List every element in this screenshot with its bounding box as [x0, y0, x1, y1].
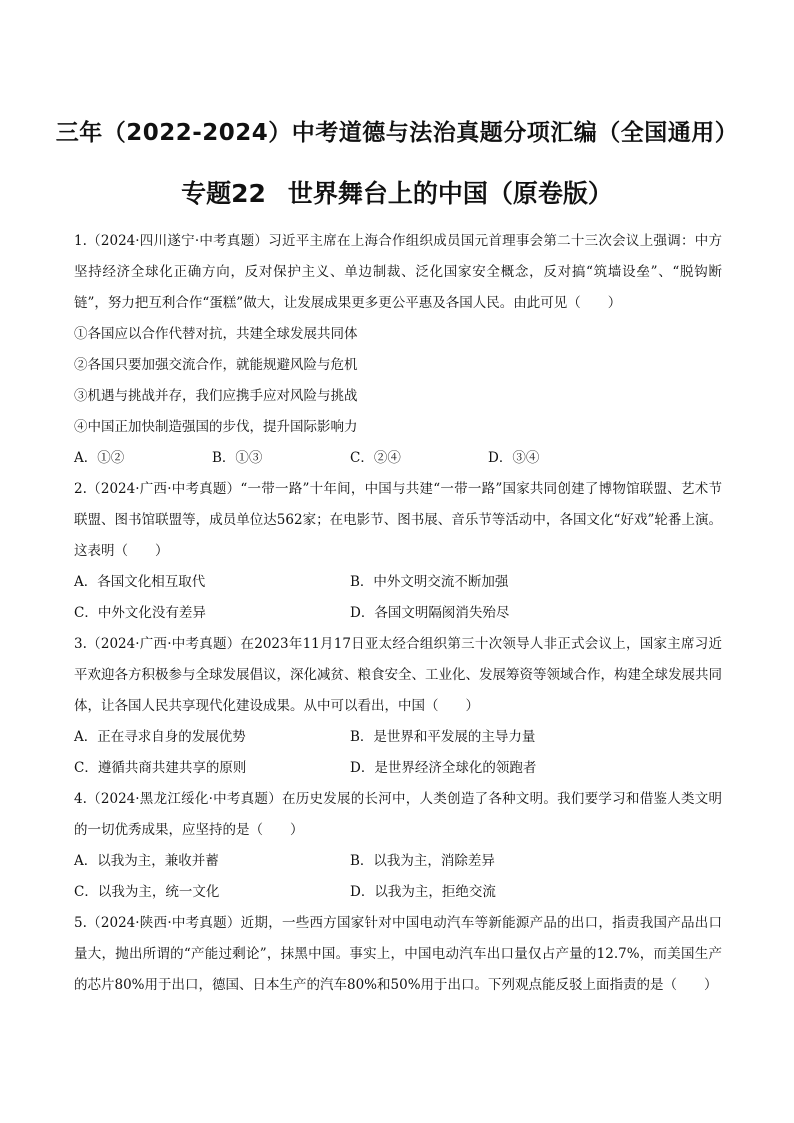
question-3-option-c: C．遵循共商共建共享的原则	[74, 760, 247, 776]
question-2-options-row-2	[74, 598, 722, 629]
question-3-option-a: A．正在寻求自身的发展优势	[74, 729, 246, 745]
question-3-stem: 3.（2024·广西·中考真题）在2023年11月17日亚太经合组织第三十次领导人非正式会议上，国家主席习近平欢迎各方积极参与全球发展倡议，深化减贫、粮食安全、工业化、发展筹资等领域合作，构建全球发展共同体，让各国人民共享现代化建设成果。从中可以看出，中国（ ）	[74, 636, 722, 714]
document-subtitle	[0, 174, 794, 210]
subtitle-prefix: 专题22	[181, 179, 266, 208]
question-1-option-b: B．①③	[212, 450, 263, 466]
question-1-option-c: C．②④	[350, 450, 401, 466]
question-3-options-row-1	[74, 722, 722, 753]
question-1-option-a: A．①②	[74, 450, 125, 466]
question-1-statement-2: ②各国只要加强交流合作，就能规避风险与危机	[74, 357, 358, 373]
question-3-options-row-2	[74, 753, 722, 784]
question-1-options	[74, 443, 722, 474]
question-2-option-a: A．各国文化相互取代	[74, 574, 206, 590]
question-4-option-d: D．以我为主，拒绝交流	[350, 884, 496, 900]
question-2-option-d: D．各国文明隔阂消失殆尽	[350, 605, 510, 621]
question-3-option-b: B．是世界和平发展的主导力量	[350, 729, 536, 745]
question-2-stem: 2.（2024·广西·中考真题）“一带一路”十年间，中国与共建“一带一路”国家共同创建了博物馆联盟、艺术节联盟、图书馆联盟等，成员单位达562家；在电影节、图书展、音乐节等活动中，各国文化“好戏”轮番上演。这表明（ ）	[74, 481, 722, 559]
question-1-stem: 1.（2024·四川遂宁·中考真题）习近平主席在上海合作组织成员国元首理事会第二十三次会议上强调：中方坚持经济全球化正确方向，反对保护主义、单边制裁、泛化国家安全概念，反对搞“筑墙设垒”、“脱钩断链”，努力把互利合作“蛋糕”做大，让发展成果更多更公平惠及各国人民。由此可见（ ）	[74, 233, 722, 311]
document-title: 三年（2022-2024）中考道德与法治真题分项汇编（全国通用）	[55, 120, 739, 146]
question-4-stem: 4.（2024·黑龙江绥化·中考真题）在历史发展的长河中，人类创造了各种文明。我们要学习和借鉴人类文明的一切优秀成果，应坚持的是（ ）	[74, 791, 722, 838]
question-2-options-row-1	[74, 567, 722, 598]
question-4-option-b: B．以我为主，消除差异	[350, 853, 495, 869]
question-1-statement-3: ③机遇与挑战并存，我们应携手应对风险与挑战	[74, 388, 358, 404]
question-5-stem: 5.（2024·陕西·中考真题）近期，一些西方国家针对中国电动汽车等新能源产品的出口，指责我国产品出口量大，抛出所谓的“产能过剩论”，抹黑中国。事实上，中国电动汽车出口量仅占产量的12.7%，而美国生产的芯片80%用于出口，德国、日本生产的汽车80%和50%用于出口。下列观点能反驳上面指责的是（ ）	[74, 915, 722, 993]
question-1-statement-1: ①各国应以合作代替对抗，共建全球发展共同体	[74, 326, 358, 342]
question-3-option-d: D．是世界经济全球化的领跑者	[350, 760, 537, 776]
question-1-statement-4: ④中国正加快制造强国的步伐，提升国际影响力	[74, 419, 358, 435]
question-4-option-c: C．以我为主，统一文化	[74, 884, 220, 900]
question-4-options-row-2	[74, 877, 722, 908]
question-list	[74, 226, 722, 1001]
question-2-option-b: B．中外文明交流不断加强	[350, 574, 509, 590]
question-2-option-c: C．中外文化没有差异	[74, 605, 206, 621]
question-4-options-row-1	[74, 846, 722, 877]
question-1-option-d: D．③④	[488, 450, 540, 466]
question-4-option-a: A．以我为主，兼收并蓄	[74, 853, 219, 869]
subtitle-main: 世界舞台上的中国（原卷版）	[287, 179, 613, 208]
